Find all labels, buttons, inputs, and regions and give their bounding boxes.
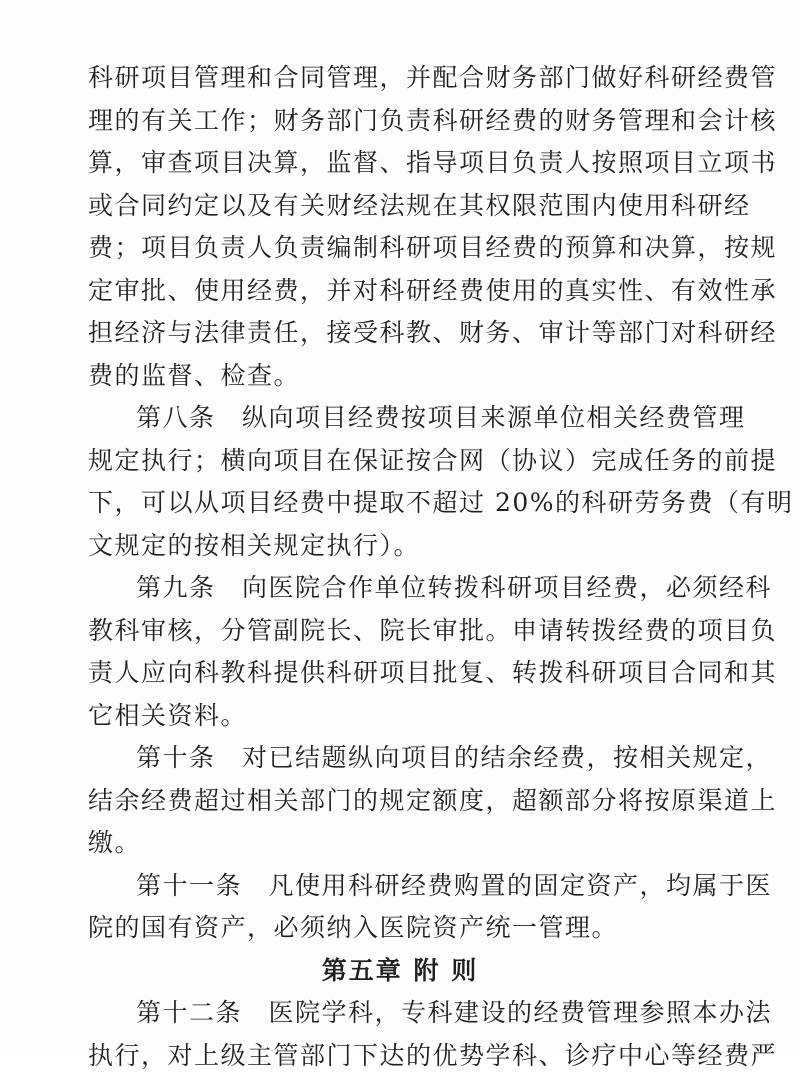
intro-line-2: 理的有关工作；财务部门负责科研经费的财务管理和会计核: [88, 106, 778, 135]
article12-line-2: 执行，对上级主管部门下达的优势学科、诊疗中心等经费严: [88, 1041, 778, 1070]
article9-line-2: 教科审核，分管副院长、院长审批。申请转拨经费的项目负: [88, 616, 778, 645]
intro-line-1: 科研项目管理和合同管理，并配合财务部门做好科研经费管: [88, 63, 778, 92]
article9-line-3: 责人应向科教科提供科研项目批复、转拨科研项目合同和其: [88, 658, 778, 687]
article8-line-2: 规定执行；横向项目在保证按合网（协议）完成任务的前提: [88, 446, 778, 475]
article9-line-4: 它相关资料。: [88, 701, 248, 730]
article9-line-1: 第九条 向医院合作单位转拨科研项目经费，必须经科: [136, 573, 773, 602]
chapter-heading: 第五章 附 则: [321, 956, 479, 985]
intro-line-8: 费的监督、检查。: [88, 361, 301, 390]
intro-line-4: 或合同约定以及有关财经法规在其权限范围内使用科研经: [88, 191, 751, 220]
article8-line-1: 第八条 纵向项目经费按项目来源单位相关经费管理: [136, 403, 746, 432]
intro-line-6: 定审批、使用经费，并对科研经费使用的真实性、有效性承: [88, 276, 778, 305]
intro-line-7: 担经济与法律责任，接受科教、财务、审计等部门对科研经: [88, 318, 778, 347]
intro-line-5: 费；项目负责人负责编制科研项目经费的预算和决算，按规: [88, 233, 778, 262]
article12-line-1: 第十二条 医院学科，专科建设的经费管理参照本办法: [136, 998, 773, 1027]
intro-line-3: 算，审查项目决算，监督、指导项目负责人按照项目立项书: [88, 148, 778, 177]
article11-line-2: 院的国有资产，必须纳入医院资产统一管理。: [88, 913, 619, 942]
article10-line-1: 第十条 对已结题纵向项目的结余经费，按相关规定，: [136, 743, 773, 772]
article8-line-4: 文规定的按相关规定执行）。: [88, 531, 421, 560]
article8-line-3: 下，可以从项目经费中提取不超过 20%的科研劳务费（有明: [88, 488, 794, 517]
article10-line-2: 结余经费超过相关部门的规定额度，超额部分将按原渠道上: [88, 786, 778, 815]
article10-line-3: 缴。: [88, 828, 142, 857]
article11-line-1: 第十一条 凡使用科研经费购置的固定资产，均属于医: [136, 871, 773, 900]
